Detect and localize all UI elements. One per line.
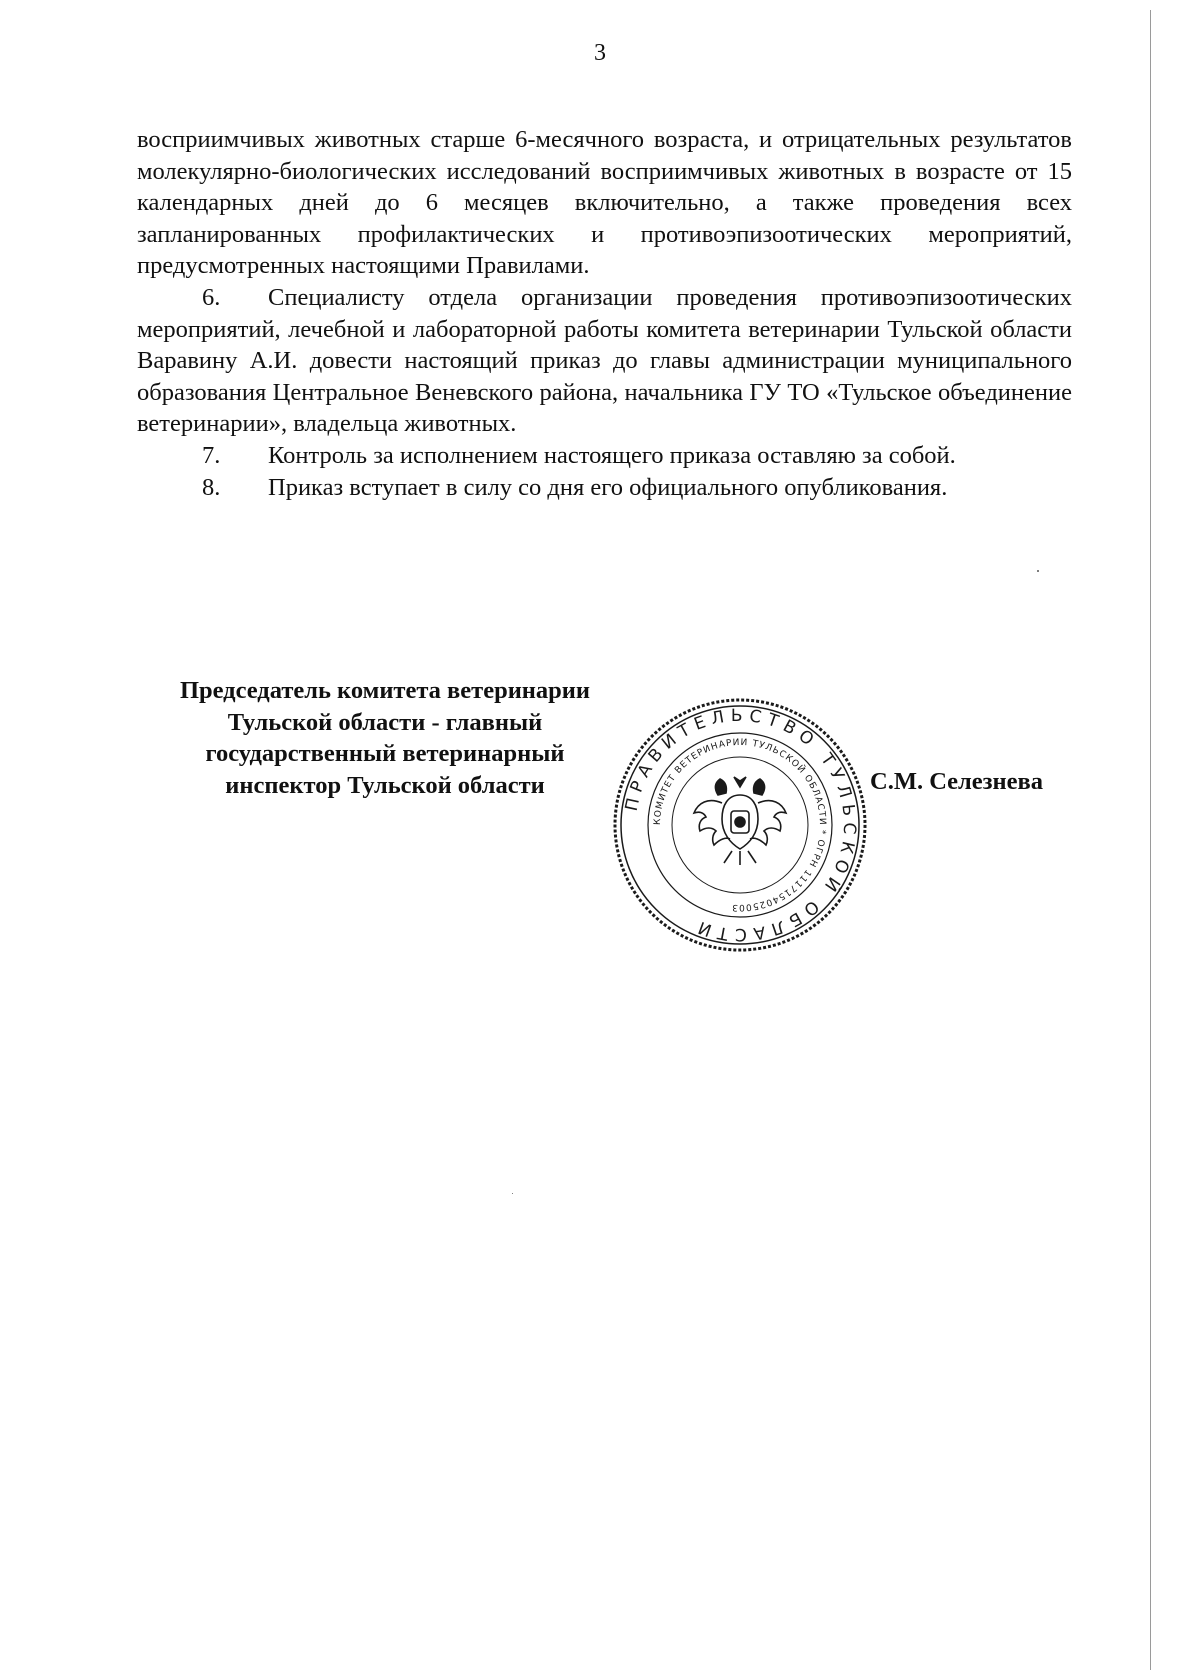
signer-position-line: инспектор Тульской области bbox=[225, 771, 545, 799]
scan-margin-line bbox=[1150, 10, 1151, 1670]
list-item-6 bbox=[137, 282, 1072, 440]
page-number: 3 bbox=[594, 40, 606, 66]
item-text: Контроль за исполнением настоящего приказа оставляю за собой. bbox=[268, 441, 956, 469]
item-number: 6. bbox=[202, 283, 221, 311]
document-body bbox=[137, 124, 1072, 503]
signer-position-line: Тульской области - главный bbox=[227, 708, 543, 736]
coat-of-arms-eagle-icon bbox=[694, 777, 786, 865]
item-text: Специалисту отдела организации проведения противоэпизоотических мероприятий, лечебной и лабораторной работы комитета ветеринарии Тульской области Варавину А.И. довести настоящий приказ до главы администрации муниципального образования Центральное Веневского района, начальника ГУ ТО «Тульское объединение ветеринарии», владельца животных. bbox=[137, 283, 1072, 438]
list-item-8 bbox=[137, 472, 1072, 504]
signer-position bbox=[150, 675, 620, 801]
scan-speck bbox=[1037, 570, 1039, 572]
signer-name: С.М. Селезнева bbox=[870, 768, 1043, 795]
signer-position-line: государственный ветеринарный bbox=[205, 740, 565, 768]
seal-outer-text: ПРАВИТЕЛЬСТВО ТУЛЬСКОЙ ОБЛАСТИ bbox=[621, 705, 860, 945]
scan-speck bbox=[512, 1193, 513, 1194]
signer-position-line: Председатель комитета ветеринарии bbox=[179, 677, 591, 704]
official-seal bbox=[610, 695, 870, 955]
seal-inner-text: КОМИТЕТ ВЕТЕРИНАРИИ ТУЛЬСКОЙ ОБЛАСТИ * ОГРН 1117154025003 bbox=[652, 737, 828, 913]
item-text: Приказ вступает в силу со дня его официального опубликования. bbox=[268, 473, 948, 501]
item-number: 8. bbox=[202, 473, 221, 501]
intro-paragraph: восприимчивых животных старше 6-месячного возраста, и отрицательных результатов молекулярно-биологических исследований восприимчивых животных в возрасте от 15 календарных дней до 6 месяцев включительно, а также проведения всех запланированных профилактических и противоэпизоотических мероприятий, предусмотренных настоящими Правилами. bbox=[137, 126, 1072, 280]
item-number: 7. bbox=[202, 441, 221, 469]
list-item-7 bbox=[137, 440, 1072, 472]
